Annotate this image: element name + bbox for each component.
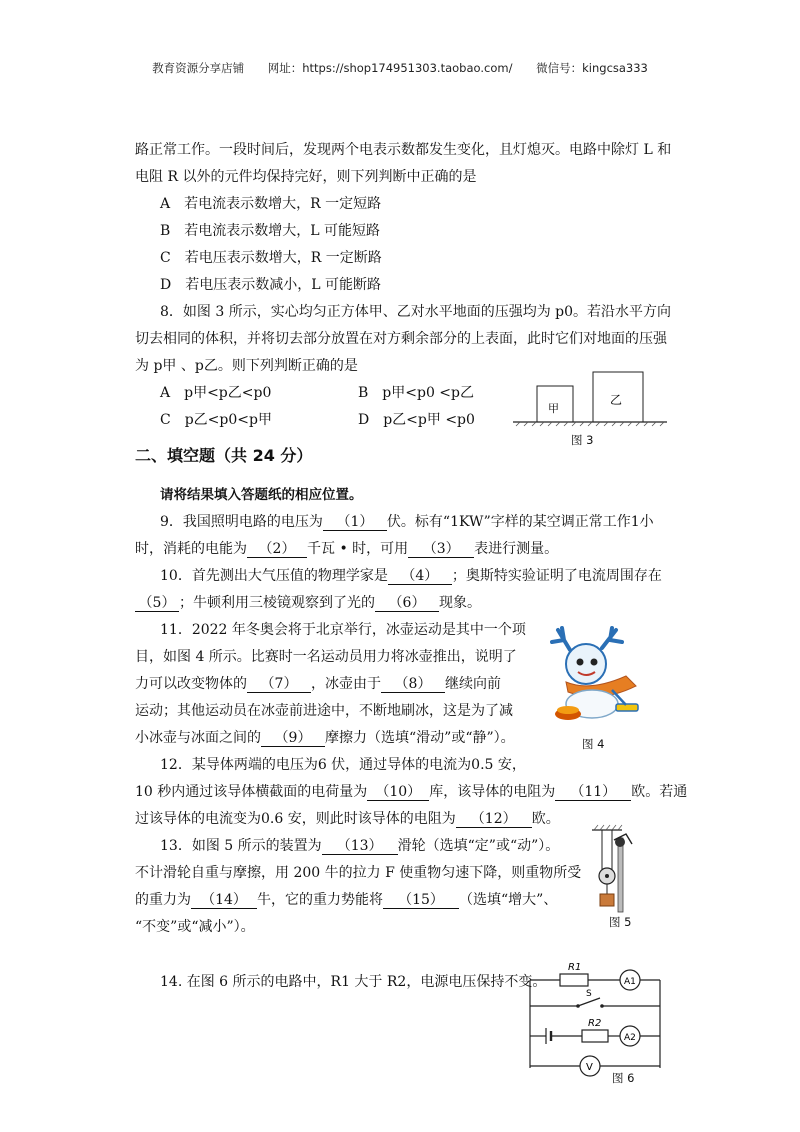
q14-line1: 14. 在图 6 所示的电路中，R1 大于 R2，电源电压保持不变。	[160, 974, 547, 990]
figure-3-cubes	[510, 368, 670, 428]
q12-line3: 过该导体的电流变为0.6 安，则此时该导体的电阻为 （12） 欧。	[135, 811, 560, 827]
blank-8[interactable]: （8）	[381, 676, 445, 693]
section-instruction: 请将结果填入答题纸的相应位置。	[160, 487, 363, 503]
q13-line3: 的重力为 （14） 牛，它的重力势能将 （15） （选填“增大”、	[135, 892, 558, 908]
figure-4-curling-mascot	[540, 620, 650, 730]
q7-option-a: A 若电流表示数增大，R 一定短路	[160, 196, 382, 212]
q8-option-c: C p乙<p0<p甲	[160, 412, 272, 428]
page-header	[0, 60, 800, 76]
q8-line3: 为 p甲 、p乙。则下列判断正确的是	[135, 358, 358, 374]
blank-10[interactable]: （10）	[367, 784, 429, 801]
q7-option-d: D 若电压表示数减小，L 可能断路	[160, 277, 381, 293]
q8-option-b: B p甲<p0 <p乙	[358, 385, 474, 401]
q7-line1: 路正常工作。一段时间后，发现两个电表示数都发生变化，且灯熄灭。电路中除灯 L 和	[135, 142, 672, 158]
a2-label: A2	[624, 1033, 636, 1043]
q10-line2: （5） ；牛顿利用三棱镜观察到了光的 （6） 现象。	[135, 593, 481, 613]
header-shop: 教育资源分享店铺	[152, 61, 245, 75]
q8-line1: 8．如图 3 所示，实心均匀正方体甲、乙对水平地面的压强均为 p0。若沿水平方向	[160, 304, 672, 320]
blank-9[interactable]: （9）	[261, 730, 325, 747]
figure-6-caption: 图 6	[612, 1071, 635, 1085]
blank-14[interactable]: （14）	[191, 892, 257, 909]
blank-6[interactable]: （6）	[375, 595, 439, 612]
switch-label: S	[586, 989, 592, 999]
q7-option-b: B 若电流表示数增大，L 可能短路	[160, 223, 381, 239]
q9-line1: 9．我国照明电路的电压为 （1） 伏。标有“1KW”字样的某空调正常工作1小	[160, 514, 654, 530]
blank-7[interactable]: （7）	[247, 676, 311, 693]
r1-label: R1	[568, 962, 582, 973]
v-label: V	[586, 1062, 593, 1073]
q11-line2: 目，如图 4 所示。比赛时一名运动员用力将冰壶推出，说明了	[135, 649, 517, 665]
q8-line2: 切去相同的体积，并将切去部分放置在对方剩余部分的上表面，此时它们对地面的压强	[135, 331, 667, 347]
blank-11[interactable]: （11）	[555, 784, 631, 801]
figure-5-caption: 图 5	[609, 915, 632, 929]
q7-option-c: C 若电压表示数增大，R 一定断路	[160, 250, 382, 266]
blank-15[interactable]: （15）	[383, 892, 459, 909]
q12-line1: 12．某导体两端的电压为6 伏，通过导体的电流为0.5 安，	[160, 757, 526, 773]
cube-yi-label: 乙	[610, 393, 623, 407]
blank-2[interactable]: （2）	[247, 541, 307, 558]
figure-4-caption: 图 4	[582, 737, 605, 751]
header-wechat: 微信号：kingcsa333	[536, 61, 648, 75]
q11-line4: 运动；其他运动员在冰壶前进途中，不断地刷冰，这是为了减	[135, 703, 513, 719]
q7-line2: 电阻 R 以外的元件均保持完好，则下列判断中正确的是	[135, 169, 477, 185]
q11-line1: 11．2022 年冬奥会将于北京举行，冰壶运动是其中一个项	[160, 622, 526, 638]
blank-13[interactable]: （13）	[322, 838, 398, 855]
blank-3[interactable]: （3）	[408, 541, 474, 558]
blank-12[interactable]: （12）	[456, 811, 532, 828]
blank-1[interactable]: （1）	[323, 514, 387, 531]
header-url: 网址：https://shop174951303.taobao.com/	[267, 61, 513, 75]
r2-label: R2	[588, 1018, 602, 1029]
q13-line1: 13．如图 5 所示的装置为 （13） 滑轮（选填“定”或“动”）。	[160, 838, 560, 854]
q8-option-a: A p甲<p乙<p0	[160, 385, 272, 401]
a1-label: A1	[624, 977, 636, 987]
figure-3-caption: 图 3	[571, 433, 594, 447]
blank-5[interactable]: （5）	[135, 595, 179, 612]
figure-5-pulley	[588, 822, 638, 914]
q8-option-d: D p乙<p甲 <p0	[358, 412, 475, 428]
q9-line2: 时，消耗的电能为 （2） 千瓦 • 时，可用 （3） 表进行测量。	[135, 541, 559, 557]
section-title: 二、填空题（共 24 分）	[135, 446, 313, 465]
q11-line5: 小冰壶与冰面之间的 （9） 摩擦力（选填“滑动”或“静”）。	[135, 730, 515, 746]
cube-jia-label: 甲	[548, 402, 559, 415]
blank-4[interactable]: （4）	[388, 568, 452, 585]
q12-line2: 10 秒内通过该导体横截面的电荷量为 （10） 库，该导体的电阻为 （11） 欧。若通	[135, 784, 688, 800]
q10-line1: 10．首先测出大气压值的物理学家是 （4） ；奥斯特实验证明了电流周围存在	[160, 568, 662, 584]
q11-line3: 力可以改变物体的 （7） ，冰壶由于 （8） 继续向前	[135, 676, 501, 692]
q13-line4: “不变”或“减小”）。	[135, 919, 255, 935]
q13-line2: 不计滑轮自重与摩擦，用 200 牛的拉力 F 使重物匀速下降，则重物所受	[135, 865, 582, 881]
figure-6-circuit	[520, 958, 670, 1088]
